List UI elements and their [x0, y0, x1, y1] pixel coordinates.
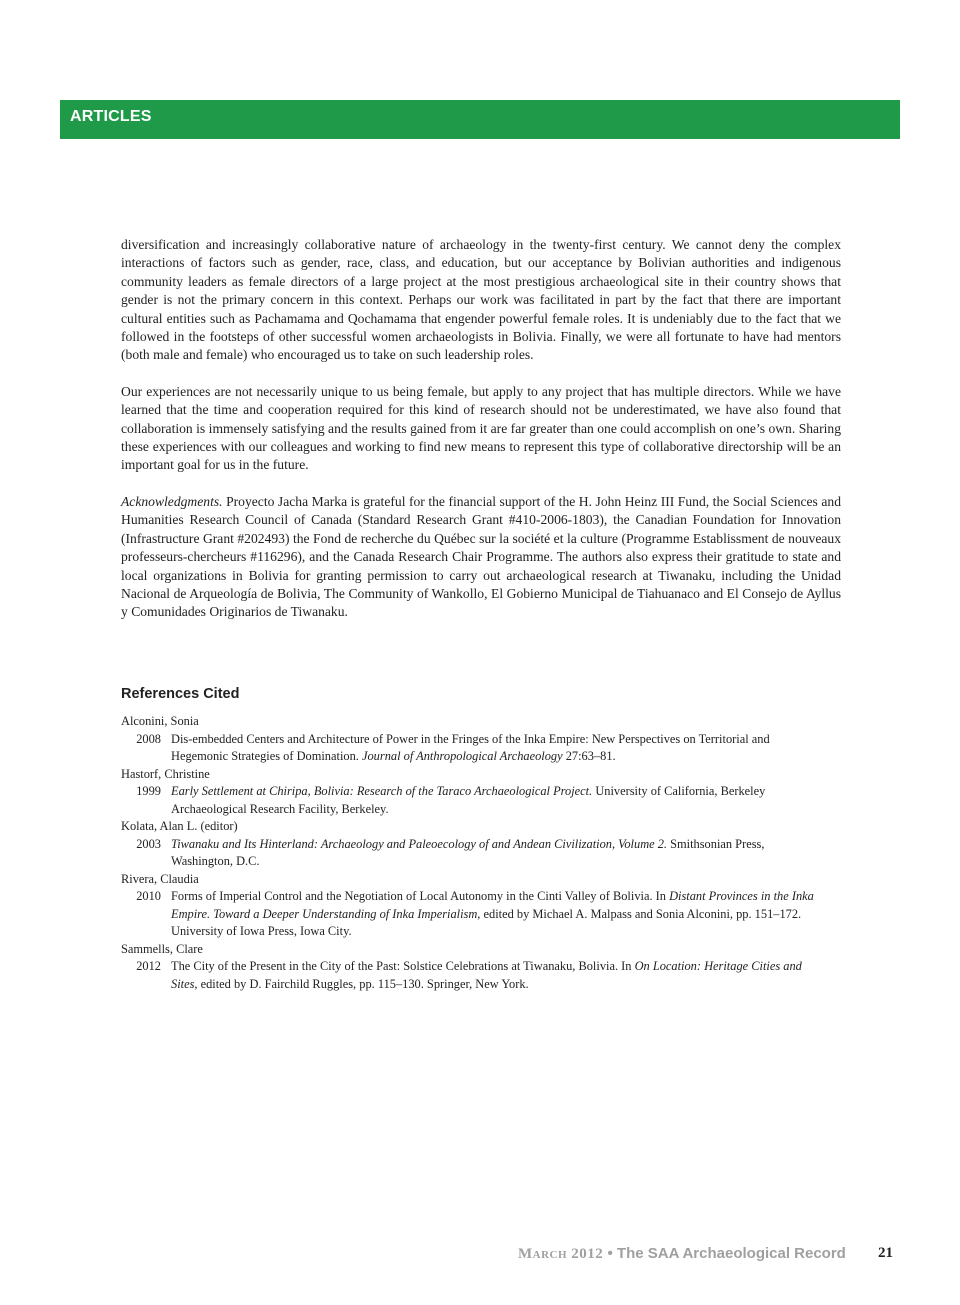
page-footer — [518, 1245, 846, 1263]
reference-citation: Early Settlement at Chiripa, Bolivia: Research of the Taraco Archaeological Project. University of California, Berkeley Archaeological Research Facility, Berkeley. — [171, 784, 766, 816]
reference-item — [121, 766, 841, 819]
section-label: ARTICLES — [70, 108, 152, 125]
acknowledgments-label: Acknowledgments. — [121, 493, 223, 509]
page-number: 21 — [878, 1245, 893, 1261]
footer-date: March 2012 — [518, 1246, 604, 1262]
reference-citation: Tiwanaku and Its Hinterland: Archaeology and Paleoecology of and Andean Civilization, Volume 2. Smithsonian Press, Washington, D.C. — [171, 836, 765, 868]
reference-citation: The City of the Present in the City of the Past: Solstice Celebrations at Tiwanaku, Bolivia. In On Location: Heritage Cities and Sites, edited by D. Fairchild Ruggles, pp. 115–130. Springer, New York. — [171, 959, 802, 991]
reference-year: 1999 — [136, 784, 161, 798]
footer-publication: The SAA Archaeological Record — [616, 1245, 846, 1262]
reference-year: 2008 — [136, 731, 161, 746]
reference-citation: Forms of Imperial Control and the Negotiation of Local Autonomy in the Cinti Valley of Bolivia. In Distant Provinces in the Inka Empire. Toward a Deeper Understanding of Inka Imperialism, edited by Michael A. Malpass and Sonia Alconini, pp. 151–172. University of Iowa Press, Iowa City. — [171, 889, 814, 938]
footer-separator: • — [607, 1245, 613, 1262]
acknowledgments-paragraph — [121, 493, 841, 622]
paragraph-2: Our experiences are not necessarily unique to us being female, but apply to any project that has multiple directors. While we have learned that the time and cooperation required for this kind of research should not be underestimated, we have also found that collaboration is immensely satisfying and the results gained from it are far greater than one could accomplish on one’s own. Sharing these experiences with our colleagues and working to find new means to represent this type of collaborative directorship will be an important goal for us in the future. — [121, 383, 841, 473]
reference-item — [121, 871, 841, 941]
acknowledgments-text: Proyecto Jacha Marka is grateful for the financial support of the H. John Heinz III Fund, the Social Sciences and Humanities Research Council of Canada (Standard Research Grant #410-2006-1803), the Canadian Foundation for Innovation (Infrastructure Grant #202493) the Fond de recherche du Québec sur la société et la culture (Programme Establissment de nouveaux professeurs-chercheurs #116296), and the Canada Research Chair Programme. The authors also express their gratitude to state and local organizations in Bolivia for granting permission to carry out archaeological research at Tiwanaku, including the Unidad Nacional de Arqueología de Bolivia, The Community of Wankollo, El Gobierno Municipal de Tiahuanaco and El Consejo de Ayllus y Comunidades Originarios de Tiwanaku. — [121, 493, 841, 620]
reference-author: Rivera, Claudia — [121, 871, 199, 886]
reference-author: Hastorf, Christine — [121, 766, 210, 781]
reference-author: Alconini, Sonia — [121, 714, 199, 728]
reference-item — [121, 941, 841, 994]
reference-item — [121, 818, 841, 871]
reference-citation: Dis-embedded Centers and Architecture of Power in the Fringes of the Inka Empire: New Perspectives on Territorial and Hegemonic Strategies of Domination. Journal of Anthropological Archaeology 27:63–81. — [171, 731, 770, 763]
reference-year: 2003 — [136, 836, 161, 851]
reference-year: 2010 — [136, 889, 161, 903]
reference-author: Kolata, Alan L. (editor) — [121, 819, 238, 833]
references-list — [121, 713, 841, 993]
section-banner — [60, 100, 900, 139]
reference-year: 2012 — [136, 959, 161, 973]
paragraph-1: diversification and increasingly collaborative nature of archaeology in the twenty-first century. We cannot deny the complex interactions of factors such as gender, race, class, and education, but our acceptance by Bolivian authorities and indigenous community leaders as female directors of a large project at the most prestigious archaeological site in their country shows that gender is not the primary concern in this context. Perhaps our work was facilitated in part by the fact that there are important cultural entities such as Pachamama and Qochamama that engender powerful female roles. It is undeniably due to the fact that we followed in the footsteps of other successful women archaeologists in Bolivia. Finally, we were all fortunate to have had mentors (both male and female) who encouraged us to take on such leadership roles. — [121, 237, 841, 363]
article-body — [121, 236, 841, 640]
references-heading: References Cited — [121, 686, 240, 702]
reference-author: Sammells, Clare — [121, 941, 203, 956]
reference-item — [121, 713, 841, 766]
